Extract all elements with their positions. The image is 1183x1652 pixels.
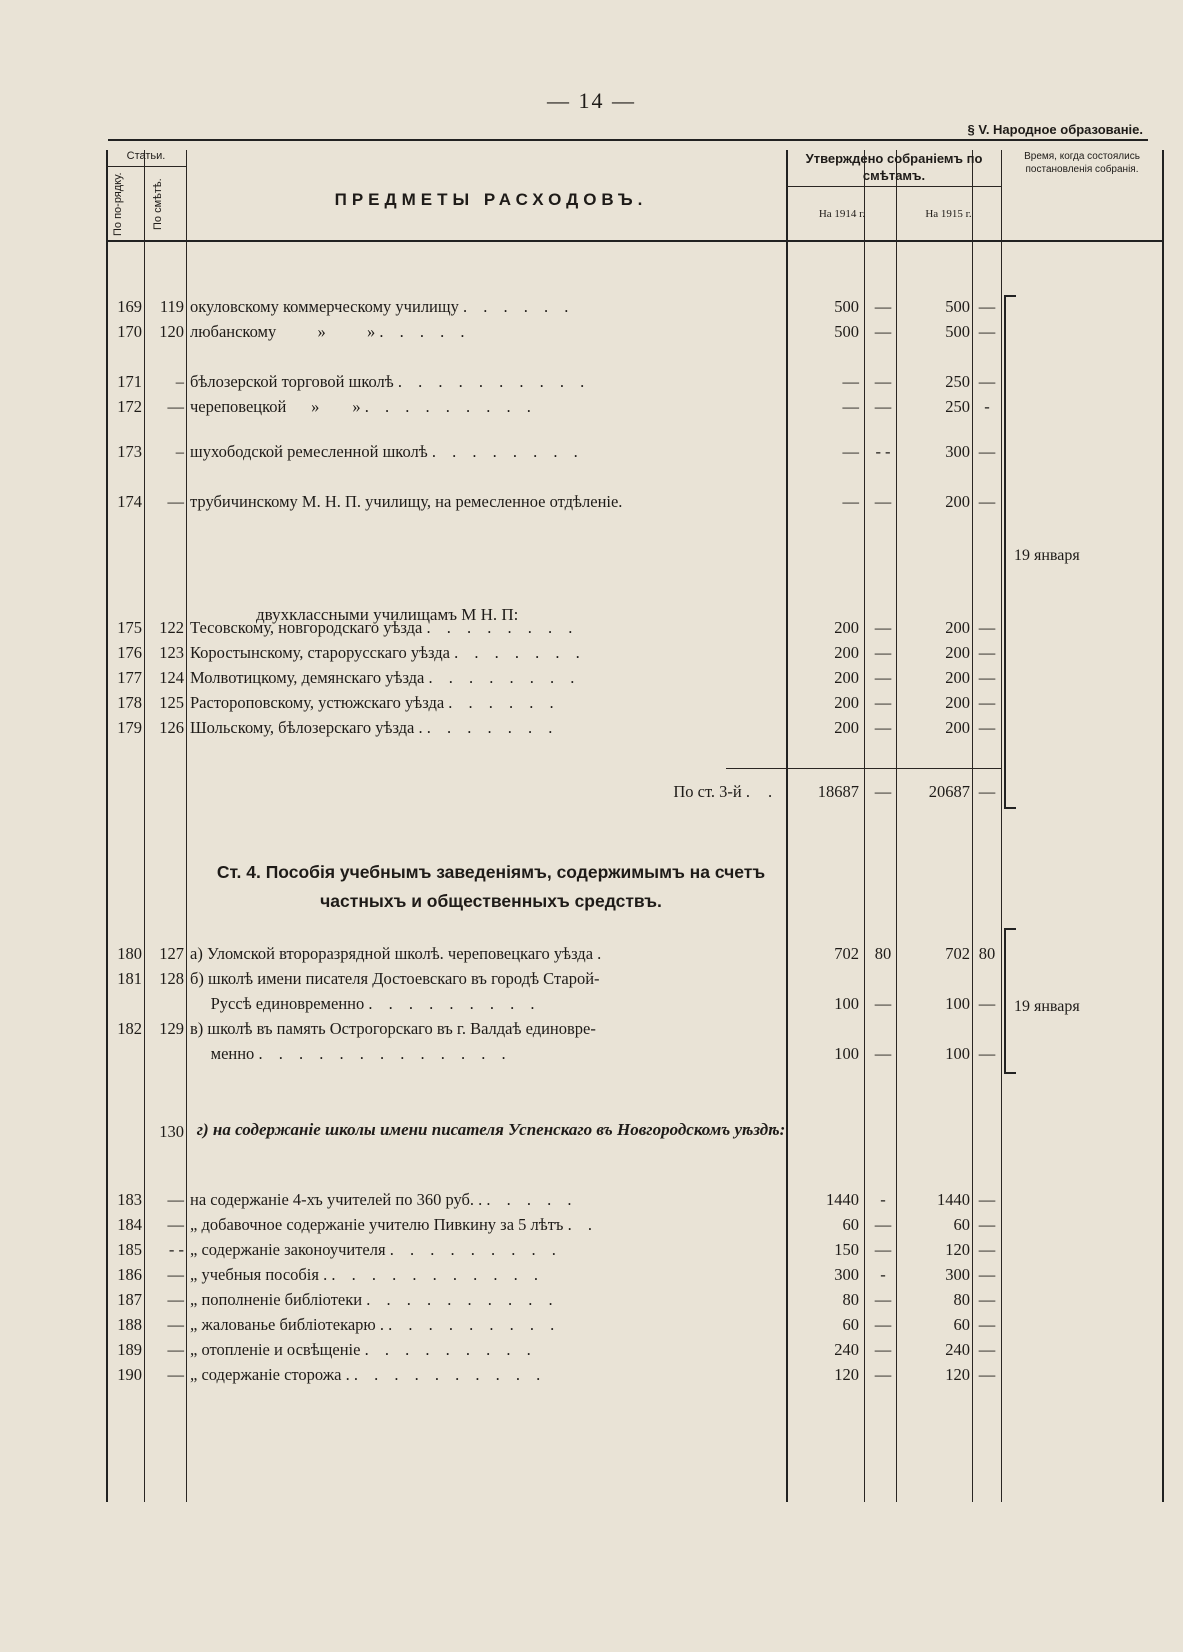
table-row bbox=[106, 1313, 1164, 1337]
amount-1915-kopecks: — bbox=[978, 618, 996, 637]
amount-1915-kopecks: — bbox=[978, 1340, 996, 1359]
amount-1915-kopecks: — bbox=[978, 1044, 996, 1063]
amount-1915-rubles: 200 bbox=[945, 618, 970, 637]
row-order-number: 190 bbox=[117, 1365, 142, 1384]
row-leader-dots: . . . . . . . . . bbox=[364, 1340, 537, 1359]
row-description-text: Коростынскому, старорусскаго уѣзда bbox=[190, 643, 450, 662]
row-description bbox=[190, 295, 780, 319]
amount-1914-kopecks: — bbox=[874, 718, 892, 737]
row-order-number: 188 bbox=[117, 1315, 142, 1334]
amount-1915-kopecks: — bbox=[978, 372, 996, 391]
table-row bbox=[106, 1263, 1164, 1287]
row-description-text: на содержаніе 4-хъ учителей по 360 руб. . bbox=[190, 1190, 483, 1209]
row-estimate-number: 119 bbox=[159, 297, 184, 316]
row-description bbox=[190, 1288, 780, 1312]
row-order-number: 180 bbox=[117, 944, 142, 963]
amount-1914-kopecks: — bbox=[874, 1315, 892, 1334]
amount-1915-rubles: 200 bbox=[945, 668, 970, 687]
row-order-number: 184 bbox=[117, 1215, 142, 1234]
amount-1915-rubles: 200 bbox=[945, 718, 970, 737]
row-leader-dots: . . . . . . . . . . . bbox=[331, 1265, 544, 1284]
amount-1914-rubles: 200 bbox=[834, 668, 859, 687]
amount-1915-kopecks: 80 bbox=[978, 944, 996, 963]
row-leader-dots: . . . . . . . . bbox=[431, 442, 584, 461]
amount-1914-kopecks: — bbox=[874, 668, 892, 687]
row-description-text: Молвотицкому, демянскаго уѣзда bbox=[190, 668, 425, 687]
amount-1914-kopecks: — bbox=[874, 492, 892, 511]
row-description bbox=[190, 1363, 780, 1387]
amount-1914-kopecks: - bbox=[880, 1265, 886, 1284]
row-order-number: 169 bbox=[117, 297, 142, 316]
row-leader-dots: . . bbox=[567, 1215, 598, 1234]
amount-1915-rubles: 120 bbox=[945, 1365, 970, 1384]
amount-1915-rubles: 100 bbox=[945, 1044, 970, 1063]
row-order-number: 175 bbox=[117, 618, 142, 637]
row-description bbox=[190, 1188, 780, 1212]
row-leader-dots: . . . . . . . . bbox=[428, 668, 581, 687]
amount-1915-rubles: 120 bbox=[945, 1240, 970, 1259]
row-description-text: Растороповскому, устюжскаго уѣзда bbox=[190, 693, 445, 712]
row-estimate-number: 129 bbox=[159, 1019, 184, 1038]
row-order-number: 171 bbox=[117, 372, 142, 391]
row-estimate-number: 126 bbox=[159, 718, 184, 737]
amount-1915-kopecks: — bbox=[978, 297, 996, 316]
row-description-text: в) школѣ въ память Острогорскаго въ г. Валдаѣ единовре- bbox=[190, 1019, 596, 1038]
amount-1914-rubles: 240 bbox=[834, 1340, 859, 1359]
row-estimate-number: — bbox=[167, 397, 184, 416]
row-order-number: 172 bbox=[117, 397, 142, 416]
row-description-text: любанскому » » bbox=[190, 322, 376, 341]
row-description-text: „ добавочное содержаніе учителю Пивкину за 5 лѣтъ bbox=[190, 1215, 564, 1234]
row-description bbox=[190, 967, 780, 991]
amount-1915-rubles: 250 bbox=[945, 397, 970, 416]
amount-1914-rubles: — bbox=[842, 492, 859, 511]
amount-1914-rubles: 1440 bbox=[826, 1190, 859, 1209]
st4-heading: Ст. 4. Пособія учебнымъ заведеніямъ, содержимымъ на счетъ частныхъ и общественныхъ средствъ. bbox=[216, 862, 766, 911]
amount-1914-rubles: 200 bbox=[834, 643, 859, 662]
amount-1915-rubles: 500 bbox=[945, 322, 970, 341]
row-description-text: трубичинскому М. Н. П. училищу, на ремесленное отдѣленіе. bbox=[190, 492, 623, 511]
row-estimate-number: 123 bbox=[159, 643, 184, 662]
row-order-number: 189 bbox=[117, 1340, 142, 1359]
row-leader-dots: . . . . . . . . . . bbox=[353, 1365, 547, 1384]
date-group-2: 19 января bbox=[1014, 998, 1080, 1015]
row-order-number: 178 bbox=[117, 693, 142, 712]
amount-1915-kopecks: — bbox=[978, 693, 996, 712]
row-description-text: „ пополненіе библіотеки bbox=[190, 1290, 363, 1309]
row-leader-dots: . bbox=[597, 944, 608, 963]
row-order-number: 170 bbox=[117, 322, 142, 341]
row-leader-dots: . . . . . . . bbox=[426, 718, 559, 737]
header-po-poryadku: По по-рядку. bbox=[112, 172, 124, 236]
row-estimate-number: — bbox=[167, 1340, 184, 1359]
row-130-number: 130 bbox=[159, 1122, 184, 1141]
row-description bbox=[190, 1263, 780, 1287]
row-description bbox=[190, 641, 780, 665]
row-estimate-number: — bbox=[167, 1290, 184, 1309]
header-po-smete: По смѣтѣ. bbox=[152, 178, 164, 230]
row-leader-dots: . . . . . . bbox=[448, 693, 560, 712]
row-description-text: „ содержаніе законоучителя bbox=[190, 1240, 386, 1259]
amount-1914-kopecks: — bbox=[874, 1365, 892, 1384]
italic-heading-uspensky: г) на содержаніе школы имени писателя Успенскаго въ Новгородскомъ уѣздѣ: bbox=[196, 1120, 786, 1139]
row-description-text: а) Уломской второразрядной школѣ. череповецкаго уѣзда bbox=[190, 944, 594, 963]
row-description bbox=[190, 1313, 780, 1337]
table-row bbox=[106, 1188, 1164, 1212]
amount-1915-kopecks: — bbox=[978, 1240, 996, 1259]
total-1915-rubles: 20687 bbox=[928, 782, 970, 801]
row-description bbox=[190, 942, 780, 966]
amount-1914-kopecks: — bbox=[874, 1290, 892, 1309]
amount-1914-kopecks: — bbox=[874, 1340, 892, 1359]
row-estimate-number: — bbox=[167, 1265, 184, 1284]
row-description bbox=[190, 490, 780, 514]
row-description bbox=[190, 992, 780, 1016]
section-title: § V. Народное образованіе. bbox=[967, 122, 1143, 137]
row-leader-dots: . . . . . . . . . bbox=[388, 1315, 561, 1334]
total-1914-rubles: 18687 bbox=[817, 782, 859, 801]
row-description bbox=[190, 691, 780, 715]
row-estimate-number: 120 bbox=[159, 322, 184, 341]
row-description bbox=[190, 395, 780, 419]
amount-1915-kopecks: - bbox=[984, 397, 990, 416]
amount-1914-rubles: 300 bbox=[834, 1265, 859, 1284]
row-order-number: 179 bbox=[117, 718, 142, 737]
amount-1915-kopecks: — bbox=[978, 492, 996, 511]
row-order-number: 181 bbox=[117, 969, 142, 988]
row-description bbox=[190, 1238, 780, 1262]
amount-1915-rubles: 100 bbox=[945, 994, 970, 1013]
table-row bbox=[106, 1338, 1164, 1362]
row-description-text: „ учебныя пособія . bbox=[190, 1265, 328, 1284]
row-estimate-number: — bbox=[167, 1215, 184, 1234]
header-utverzhdeno: Утверждено собраніемъ по смѣтамъ. bbox=[805, 151, 983, 183]
row-order-number: 174 bbox=[117, 492, 142, 511]
amount-1914-kopecks: — bbox=[874, 618, 892, 637]
row-estimate-number: — bbox=[167, 1190, 184, 1209]
row-leader-dots: . . . . . . . . . bbox=[364, 397, 537, 416]
amount-1915-rubles: 200 bbox=[945, 693, 970, 712]
row-estimate-number: – bbox=[175, 442, 184, 461]
row-order-number: 182 bbox=[117, 1019, 142, 1038]
row-estimate-number: 127 bbox=[159, 944, 184, 963]
row-description bbox=[190, 716, 780, 740]
amount-1914-kopecks: — bbox=[874, 297, 892, 316]
amount-1915-rubles: 200 bbox=[945, 492, 970, 511]
amount-1915-kopecks: — bbox=[978, 1190, 996, 1209]
table-frame bbox=[106, 150, 1164, 1502]
row-leader-dots: . . . . . . . . . . bbox=[366, 1290, 559, 1309]
row-description bbox=[190, 370, 780, 394]
row-order-number: 177 bbox=[117, 668, 142, 687]
amount-1914-rubles: 500 bbox=[834, 322, 859, 341]
row-description-text: „ содержаніе сторожа . bbox=[190, 1365, 350, 1384]
row-leader-dots: . . . . . . . . . bbox=[368, 994, 541, 1013]
row-description bbox=[190, 320, 780, 344]
amount-1914-rubles: 100 bbox=[834, 994, 859, 1013]
amount-1915-rubles: 500 bbox=[945, 297, 970, 316]
row-estimate-number: — bbox=[167, 492, 184, 511]
row-leader-dots: . . . . . . bbox=[462, 297, 575, 316]
row-description-text: череповецкой » » bbox=[190, 397, 361, 416]
amount-1914-kopecks: 80 bbox=[874, 944, 892, 963]
amount-1914-kopecks: - bbox=[880, 1190, 886, 1209]
row-estimate-number: 124 bbox=[159, 668, 184, 687]
row-leader-dots: . . . . . bbox=[379, 322, 471, 341]
row-description bbox=[190, 666, 780, 690]
subheading-dvuklass: двухклассными училищамъ М Н. П: bbox=[256, 605, 519, 624]
row-description-text: б) школѣ имени писателя Достоевскаго въ городѣ Старой- bbox=[190, 969, 600, 988]
row-order-number: 187 bbox=[117, 1290, 142, 1309]
row-leader-dots: . . . . . . . . bbox=[426, 618, 579, 637]
row-leader-dots: . . . . . . . bbox=[454, 643, 586, 662]
total-1914-kopecks: — bbox=[874, 782, 892, 801]
amount-1915-kopecks: — bbox=[978, 1315, 996, 1334]
amount-1914-rubles: — bbox=[842, 442, 859, 461]
amount-1915-kopecks: — bbox=[978, 643, 996, 662]
table-row bbox=[106, 1288, 1164, 1312]
row-description bbox=[190, 1213, 780, 1237]
row-description-text: окуловскому коммерческому училищу bbox=[190, 297, 459, 316]
amount-1914-kopecks: — bbox=[874, 322, 892, 341]
amount-1915-rubles: 250 bbox=[945, 372, 970, 391]
amount-1915-kopecks: — bbox=[978, 668, 996, 687]
amount-1914-rubles: 500 bbox=[834, 297, 859, 316]
row-description bbox=[190, 1017, 780, 1041]
row-estimate-number: 125 bbox=[159, 693, 184, 712]
amount-1914-rubles: 100 bbox=[834, 1044, 859, 1063]
header-na-1915: На 1915 г. bbox=[925, 208, 972, 220]
row-description-text: Руссѣ единовременно bbox=[190, 994, 365, 1013]
amount-1914-kopecks: — bbox=[874, 994, 892, 1013]
amount-1915-kopecks: — bbox=[978, 1265, 996, 1284]
amount-1915-kopecks: — bbox=[978, 322, 996, 341]
amount-1915-kopecks: — bbox=[978, 718, 996, 737]
row-estimate-number: 122 bbox=[159, 618, 184, 637]
row-description bbox=[190, 440, 780, 464]
amount-1914-rubles: 702 bbox=[834, 944, 859, 963]
row-leader-dots: . . . . . . . . . . . . . bbox=[258, 1044, 512, 1063]
amount-1914-kopecks: — bbox=[874, 693, 892, 712]
amount-1914-rubles: 60 bbox=[842, 1315, 859, 1334]
amount-1915-kopecks: — bbox=[978, 1290, 996, 1309]
row-order-number: 183 bbox=[117, 1190, 142, 1209]
amount-1914-kopecks: — bbox=[874, 372, 892, 391]
amount-1915-rubles: 240 bbox=[945, 1340, 970, 1359]
amount-1914-rubles: 80 bbox=[842, 1290, 859, 1309]
page-number: — 14 — bbox=[547, 88, 636, 113]
amount-1914-kopecks: — bbox=[874, 643, 892, 662]
header-predmety: ПРЕДМЕТЫ РАСХОДОВЪ. bbox=[334, 190, 648, 209]
amount-1914-rubles: — bbox=[842, 372, 859, 391]
row-estimate-number: - - bbox=[168, 1240, 184, 1259]
amount-1915-rubles: 60 bbox=[953, 1315, 970, 1334]
row-leader-dots: . . . . . . . . . bbox=[389, 1240, 562, 1259]
total-label: По ст. 3-й . bbox=[673, 782, 750, 801]
amount-1914-kopecks: — bbox=[874, 1240, 892, 1259]
amount-1915-kopecks: — bbox=[978, 1215, 996, 1234]
table-row bbox=[106, 1238, 1164, 1262]
row-description-text: „ жалованье библіотекарю . bbox=[190, 1315, 385, 1334]
amount-1914-kopecks: — bbox=[874, 1215, 892, 1234]
amount-1915-rubles: 1440 bbox=[937, 1190, 970, 1209]
table-row bbox=[106, 1213, 1164, 1237]
row-description-text: „ отопленіе и освѣщеніе bbox=[190, 1340, 361, 1359]
row-order-number: 176 bbox=[117, 643, 142, 662]
amount-1914-rubles: 200 bbox=[834, 693, 859, 712]
amount-1915-rubles: 300 bbox=[945, 1265, 970, 1284]
row-description-text: бѣлозерской торговой школѣ bbox=[190, 372, 394, 391]
amount-1914-rubles: — bbox=[842, 397, 859, 416]
amount-1915-rubles: 200 bbox=[945, 643, 970, 662]
row-order-number: 185 bbox=[117, 1240, 142, 1259]
amount-1915-kopecks: — bbox=[978, 994, 996, 1013]
row-leader-dots: . . . . . bbox=[486, 1190, 578, 1209]
table-row bbox=[106, 1363, 1164, 1387]
top-rule bbox=[108, 139, 1148, 141]
amount-1915-kopecks: — bbox=[978, 442, 996, 461]
amount-1914-rubles: 200 bbox=[834, 618, 859, 637]
row-order-number: 186 bbox=[117, 1265, 142, 1284]
row-description bbox=[190, 1042, 780, 1066]
amount-1915-rubles: 702 bbox=[945, 944, 970, 963]
total-1915-kopecks: — bbox=[978, 782, 996, 801]
row-estimate-number: – bbox=[175, 372, 184, 391]
date-group-1: 19 января bbox=[1014, 547, 1080, 564]
amount-1914-kopecks: - - bbox=[875, 442, 891, 461]
row-description-text: Тесовскому, новгородскаго уѣзда bbox=[190, 618, 423, 637]
row-estimate-number: — bbox=[167, 1365, 184, 1384]
amount-1915-rubles: 300 bbox=[945, 442, 970, 461]
amount-1914-kopecks: — bbox=[874, 1044, 892, 1063]
row-estimate-number: — bbox=[167, 1315, 184, 1334]
row-description bbox=[190, 1338, 780, 1362]
row-order-number: 173 bbox=[117, 442, 142, 461]
amount-1915-rubles: 60 bbox=[953, 1215, 970, 1234]
header-na-1914: На 1914 г. bbox=[818, 208, 866, 220]
amount-1914-rubles: 120 bbox=[834, 1365, 859, 1384]
amount-1914-rubles: 60 bbox=[842, 1215, 859, 1234]
amount-1914-rubles: 200 bbox=[834, 718, 859, 737]
amount-1915-rubles: 80 bbox=[953, 1290, 970, 1309]
row-description-text: менно bbox=[190, 1044, 255, 1063]
row-description-text: шухободской ремесленной школѣ bbox=[190, 442, 428, 461]
header-vremya: Время, когда состоялись постановленія собранія. bbox=[1024, 151, 1140, 175]
amount-1914-rubles: 150 bbox=[834, 1240, 859, 1259]
amount-1915-kopecks: — bbox=[978, 1365, 996, 1384]
row-description-text: Шольскому, бѣлозерскаго уѣзда . bbox=[190, 718, 423, 737]
amount-1914-kopecks: — bbox=[874, 397, 892, 416]
total-dot: . bbox=[768, 782, 773, 801]
row-estimate-number: 128 bbox=[159, 969, 184, 988]
row-leader-dots: . . . . . . . . . . bbox=[397, 372, 591, 391]
header-stati: Статьи. bbox=[126, 150, 166, 162]
